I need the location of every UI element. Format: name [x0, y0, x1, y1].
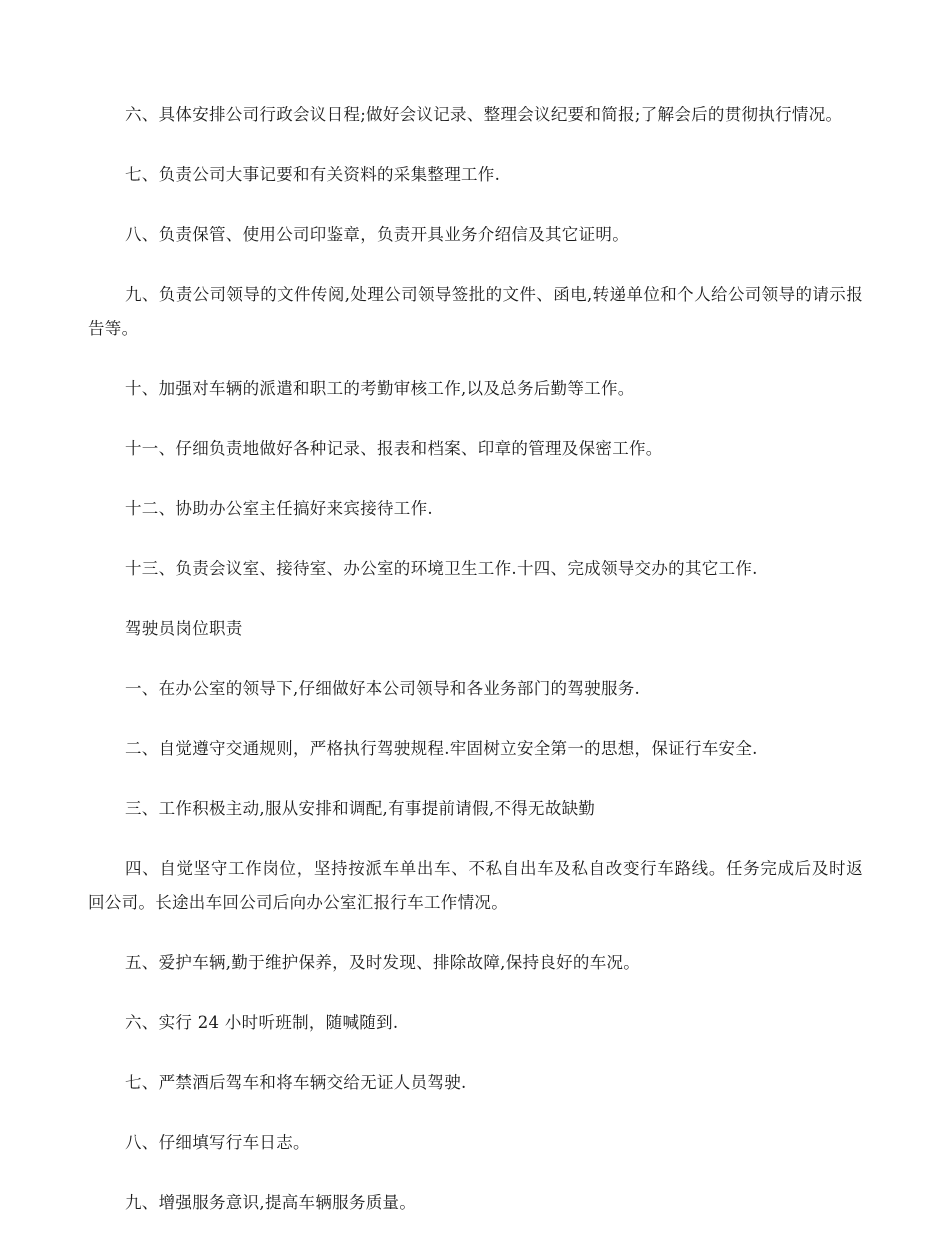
- paragraph-driver-2: 二、自觉遵守交通规则，严格执行驾驶规程.牢固树立安全第一的思想，保证行车安全.: [125, 739, 758, 758]
- paragraph-admin-10: 十、加强对车辆的派遣和职工的考勤审核工作,以及总务后勤等工作。: [125, 379, 635, 398]
- paragraph-admin-13-14: 十三、负责会议室、接待室、办公室的环境卫生工作.十四、完成领导交办的其它工作.: [125, 559, 758, 578]
- paragraph-admin-12: 十二、协助办公室主任搞好来宾接待工作.: [125, 499, 433, 518]
- paragraph-driver-1: 一、在办公室的领导下,仔细做好本公司领导和各业务部门的驾驶服务.: [125, 679, 641, 698]
- paragraph-admin-6: 六、具体安排公司行政会议日程;做好会议记录、整理会议纪要和简报;了解会后的贯彻执行情况。: [125, 105, 843, 124]
- paragraph-driver-7: 七、严禁酒后驾车和将车辆交给无证人员驾驶.: [125, 1073, 467, 1092]
- paragraph-driver-8: 八、仔细填写行车日志。: [125, 1133, 310, 1152]
- paragraph-driver-5: 五、爱护车辆,勤于维护保养，及时发现、排除故障,保持良好的车况。: [125, 953, 641, 972]
- paragraph-admin-7: 七、负责公司大事记要和有关资料的采集整理工作.: [125, 165, 501, 184]
- paragraph-admin-9: 九、负责公司领导的文件传阅,处理公司领导签批的文件、函电,转递单位和个人给公司领导的请示报告等。: [88, 285, 863, 338]
- paragraph-driver-3: 三、工作积极主动,服从安排和调配,有事提前请假,不得无故缺勤: [125, 799, 596, 818]
- paragraph-driver-4: 四、自觉坚守工作岗位，坚持按派车单出车、不私自出车及私自改变行车路线。任务完成后及时返回公司。长途出车回公司后向办公室汇报行车工作情况。: [88, 859, 863, 912]
- paragraph-admin-8: 八、负责保管、使用公司印鉴章，负责开具业务介绍信及其它证明。: [125, 225, 629, 244]
- section-heading-driver-duties: 驾驶员岗位职责: [125, 619, 243, 638]
- paragraph-admin-11: 十一、仔细负责地做好各种记录、报表和档案、印章的管理及保密工作。: [125, 439, 663, 458]
- document-page: [88, 98, 863, 1246]
- paragraph-driver-6: 六、实行 24 小时听班制，随喊随到.: [125, 1013, 399, 1032]
- paragraph-driver-9: 九、增强服务意识,提高车辆服务质量。: [125, 1193, 417, 1212]
